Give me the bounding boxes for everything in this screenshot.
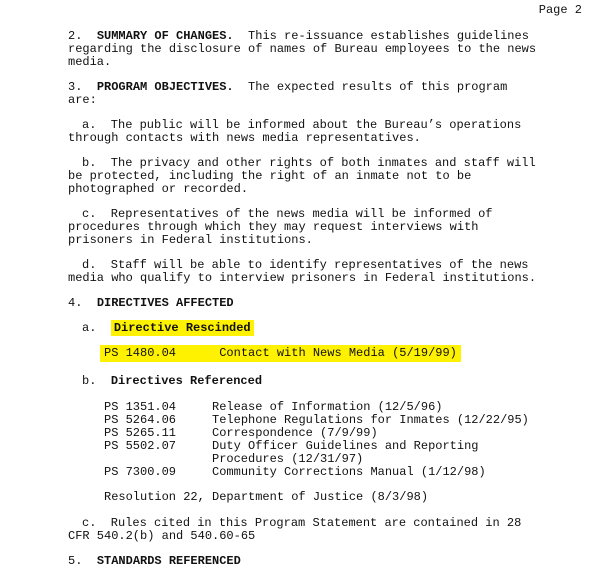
objective-d-line-1: d. Staff will be able to identify representatives of the news xyxy=(82,258,529,272)
directive-rescinded-heading: Directive Rescinded xyxy=(111,320,254,336)
referenced-ps: PS 1351.04 xyxy=(104,400,177,414)
objective-a-line-1: a. The public will be informed about the Bureau’s operations xyxy=(82,118,522,132)
section-4-number: 4. xyxy=(68,296,83,310)
referenced-title: Release of Information (12/5/96) xyxy=(212,400,443,414)
section-3-line-1 xyxy=(68,81,507,94)
objective-c-line-3: prisoners in Federal institutions. xyxy=(68,233,313,247)
subsection-c-line-1: c. Rules cited in this Program Statement are contained in 28 xyxy=(82,516,522,530)
referenced-title: Correspondence (7/9/99) xyxy=(212,426,378,440)
section-2-text: This re-issuance establishes guidelines xyxy=(248,29,529,43)
objective-b-line-3: photographed or recorded. xyxy=(68,182,249,196)
rescinded-directive-row xyxy=(100,345,461,362)
subsection-a-label: a. xyxy=(82,321,97,335)
objective-a-line-2: through contacts with news media representatives. xyxy=(68,131,421,145)
subsection-b-label: b. xyxy=(82,374,97,388)
objective-b-line-1: b. The privacy and other rights of both inmates and staff will xyxy=(82,156,536,170)
objective-c-line-1: c. Representatives of the news media will be informed of xyxy=(82,207,493,221)
section-5-number: 5. xyxy=(68,554,83,568)
referenced-ps: PS 5265.11 xyxy=(104,426,177,440)
referenced-title: Community Corrections Manual (1/12/98) xyxy=(212,465,486,479)
section-4-heading: DIRECTIVES AFFECTED xyxy=(96,296,234,310)
objective-c-line-2: procedures through which they may request interviews with xyxy=(68,220,479,234)
referenced-title-continuation: Procedures (12/31/97) xyxy=(212,452,364,466)
subsection-a-line xyxy=(82,322,254,335)
objective-d-line-2: media who qualify to interview prisoners in Federal institutions. xyxy=(68,271,537,285)
subsection-b-line xyxy=(82,375,262,388)
section-5-line xyxy=(68,555,241,568)
section-4-line xyxy=(68,297,234,310)
section-3-line-2: are: xyxy=(68,93,97,107)
section-2-line-2: regarding the disclosure of names of Bureau employees to the news xyxy=(68,42,537,56)
subsection-c-line-2: CFR 540.2(b) and 540.60-65 xyxy=(68,529,256,543)
rescinded-title: Contact with News Media (5/19/99) xyxy=(219,346,457,360)
referenced-ps: PS 5502.07 xyxy=(104,439,177,453)
page-number: Page 2 xyxy=(538,3,582,17)
directives-referenced-heading: Directives Referenced xyxy=(110,374,263,388)
referenced-title: Duty Officer Guidelines and Reporting xyxy=(212,439,479,453)
section-3-text: The expected results of this program xyxy=(248,80,508,94)
referenced-ps: PS 5264.06 xyxy=(104,413,177,427)
section-2-line-3: media. xyxy=(68,55,112,69)
rescinded-ps-number: PS 1480.04 xyxy=(104,346,177,360)
referenced-ps: PS 7300.09 xyxy=(104,465,177,479)
section-2-heading: SUMMARY OF CHANGES. xyxy=(96,29,234,43)
referenced-row xyxy=(104,466,486,479)
section-3-heading: PROGRAM OBJECTIVES. xyxy=(96,80,234,94)
resolution-line: Resolution 22, Department of Justice (8/3/98) xyxy=(104,490,429,504)
section-3-number: 3. xyxy=(68,80,83,94)
referenced-title: Telephone Regulations for Inmates (12/22/95) xyxy=(212,413,529,427)
objective-b-line-2: be protected, including the right of an inmate not to be xyxy=(68,169,472,183)
section-2-number: 2. xyxy=(68,29,83,43)
section-5-heading: STANDARDS REFERENCED xyxy=(96,554,241,568)
